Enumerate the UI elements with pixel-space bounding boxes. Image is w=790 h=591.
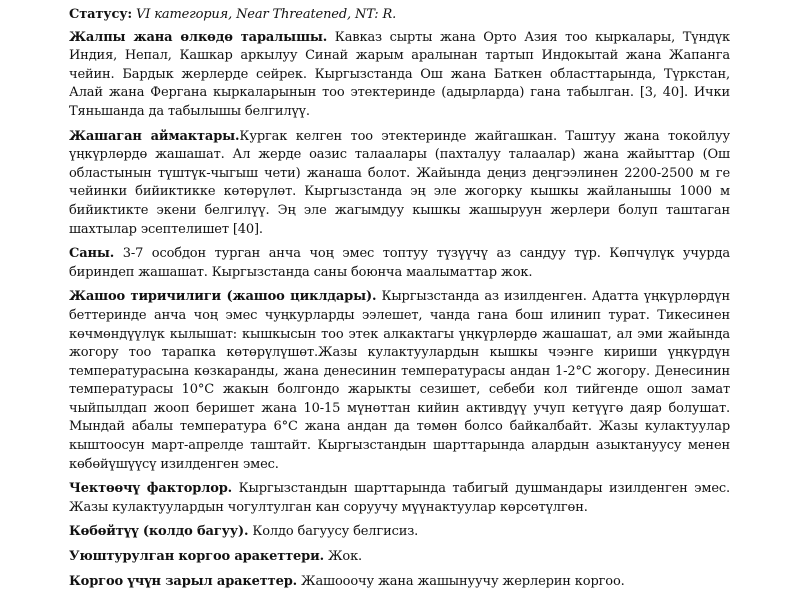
organized-measures-paragraph	[69, 548, 730, 567]
habitat-label: Жашаган аймактары.	[69, 128, 240, 144]
breeding-label: Көбөйтүү (колдо багуу).	[69, 524, 249, 540]
distribution-label: Жалпы жана өлкөдө таралышы.	[69, 29, 328, 45]
population-paragraph	[69, 245, 730, 282]
limiting-factors-label: Чектөөчү факторлор.	[69, 481, 233, 497]
distribution-paragraph	[69, 29, 730, 122]
status-text: VI категория, Near Threatened, NT: R.	[132, 7, 397, 22]
status-label: Статусу:	[69, 7, 133, 22]
life-cycle-text: Кыргызстанда аз изилденген. Адатта үңкүрлөрдүн беттеринде анча чоң эмес чуңкурларды ээлешет, чанда гана бош илинип турат. Тикесинен көчмөндүүлүк кылышат: кышкысын тоо этек алкактагы үңкүрлөрдө жашашат, ал эми жайында жогору тоо тарапка көтөрүлүшөт.Жазы кулактуулардын кышкы чээнге кириши үңкүрдүн температурасына көзкаранды, жана денесинин температурасы андан 1-2°С жогору. Денесинин температурасы 10°С жакын болгондо жарыкты сезишет, себеби кол тийгенде ошол замат чыйпылдап жооп беришет жана 10-15 мүнөттан кийин активдүү учуп кетүүгө даяр болушат. Мындай абалы температура 6°С жана андан да төмөн болсо байкалбайт. Жазы кулактуулар кыштоосун март-апрелде таштайт. Кыргызстандын шарттарында алардын азыктануусу менен көбөйүшүүсү изилденген эмес.	[69, 289, 730, 472]
proposed-measures-paragraph	[69, 573, 730, 591]
distribution-text: Кавказ сырты жана Орто Азия тоо кыркалары, Түндүк Индия, Непал, Кашкар аркылуу Синай жарым аралынан тартып Индокытай жана Жапанга чейин. Бардык жерлерде сейрек. Кыргызстанда Ош жана Баткен областтарында, Түркстан, Алай жана Фергана кыркаларынын тоо этектеринде (адырларда) гана табылган. [3, 40]. Ички Тяньшанда да табылышы белгилүү.	[69, 29, 730, 119]
limiting-factors-text: Кыргызстандын шарттарында табигый душмандары изилденген эмес. Жазы кулактуулардын чогултулган кан соруучу мүүнактуулар көрсөтүлгөн.	[69, 481, 730, 515]
life-cycle-paragraph	[69, 288, 730, 474]
habitat-paragraph	[69, 128, 730, 240]
organized-measures-label: Уюштурулган коргоо аракеттери.	[69, 549, 324, 565]
breeding-text: Колдо багуусу белгисиз.	[248, 524, 419, 540]
habitat-text: Кургак келген тоо этектеринде жайгашкан. Таштуу жана токойлуу үңкүрлөрдө жашашат. Ал жерде оазис талаалары (пахталуу талаалар) жана жайыттар (Ош областынын түштүк-чыгыш чети) жанаша болот. Жайында деңиз деңгээлинен 2200-2500 м ге чейинки бийиктикке көтөрүлөт. Кыргызстанда эң эле жогорку кышкы жайланышы 1000 м бийиктикте экени белгилүү. Эң эле жагымдуу кышкы жашыруун жерлери болуп таштаган шахтылар эсептелишет [40].	[69, 128, 730, 237]
breeding-paragraph	[69, 523, 730, 542]
life-cycle-label: Жашоо тиричилиги (жашоо циклдары).	[69, 289, 377, 305]
limiting-factors-paragraph	[69, 480, 730, 517]
proposed-measures-label: Коргоо үчүн зарыл аракеттер.	[69, 573, 298, 589]
population-text: 3-7 особдон турган анча чоң эмес топтуу түзүүчү аз сандуу түр. Көпчүлүк учурда бириндеп жашашат. Кыргызстанда саны боюнча маалыматтар жок.	[69, 246, 730, 280]
status-paragraph	[69, 6, 730, 25]
proposed-measures-text: Жашооочу жана жашынуучу жерлерин коргоо.	[297, 573, 625, 589]
organized-measures-text: Жок.	[323, 549, 363, 565]
population-label: Саны.	[69, 246, 115, 262]
